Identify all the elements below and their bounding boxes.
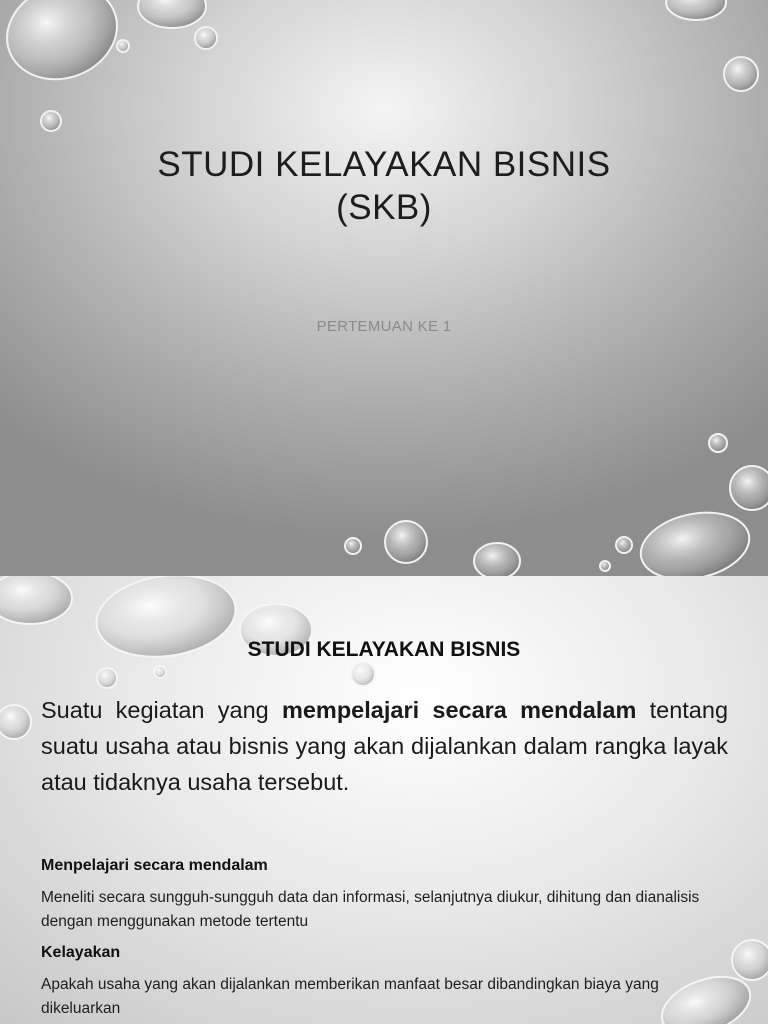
presentation-subtitle: PERTEMUAN KE 1	[316, 318, 452, 335]
definition-paragraph	[41, 692, 728, 800]
presentation-title	[0, 143, 768, 229]
paragraph-text-start: Suatu kegiatan yang	[41, 697, 282, 723]
term-2: Kelayakan	[41, 944, 121, 961]
title-line-1: STUDI KELAYAKAN BISNIS	[157, 145, 611, 184]
content-slide	[0, 576, 768, 1024]
slide-heading: STUDI KELAYAKAN BISNIS	[247, 638, 521, 661]
paragraph-text-end: tentang suatu usaha atau bisnis yang akan dijalankan dalam rangka layak atau tidaknya usaha tersebut.	[41, 697, 729, 795]
term-1: Menpelajari secara mendalam	[41, 857, 268, 874]
term-1-description: Meneliti secara sungguh-sungguh data dan informasi, selanjutnya diukur, dihitung dan dianalisis dengan menggunakan metode tertentu	[41, 889, 700, 930]
term-2-description: Apakah usaha yang akan dijalankan memberikan manfaat besar dibandingkan biaya yang dikeluarkan	[41, 976, 659, 1017]
paragraph-emphasis: mempelajari secara mendalam	[281, 697, 637, 723]
title-line-2: (SKB)	[336, 188, 432, 227]
